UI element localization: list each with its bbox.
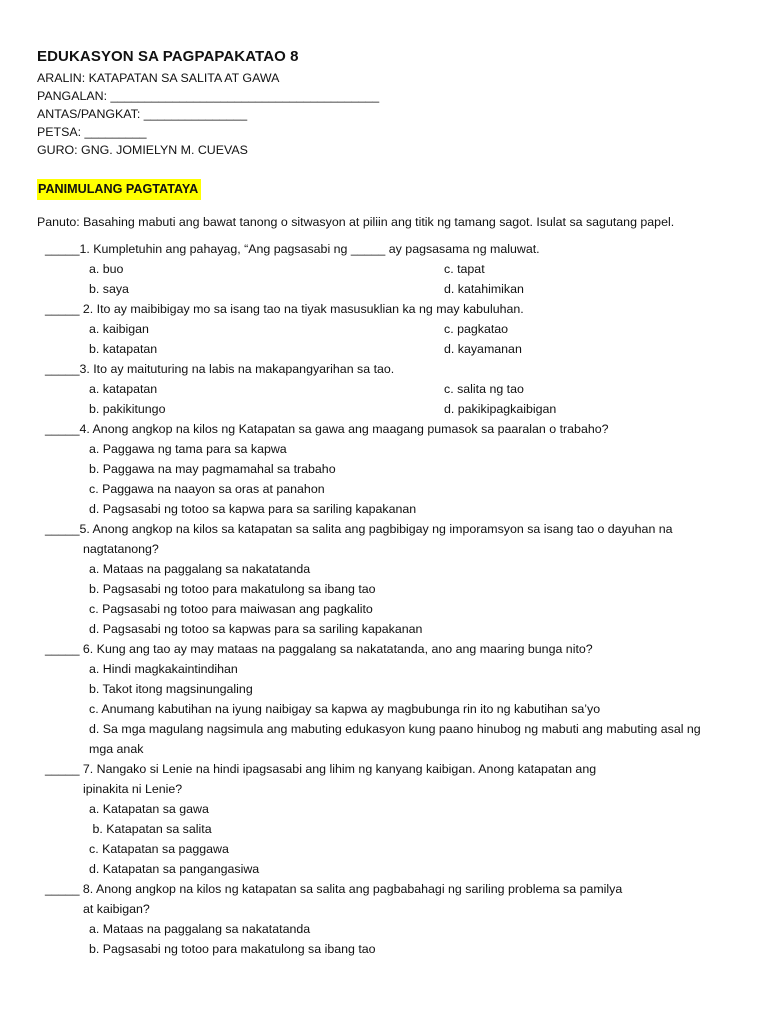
pangalan-line: PANGALAN: _______________________________________	[37, 89, 380, 103]
question-6	[37, 639, 727, 759]
option-list	[37, 439, 727, 519]
option-b: b. Pagsasabi ng totoo para makatulong sa ibang tao	[89, 582, 376, 596]
option-list	[37, 559, 727, 639]
question-8	[37, 879, 727, 959]
question-stem: _____4. Anong angkop na kilos ng Katapatan sa gawa ang maagang pumasok sa paaralan o trabaho?	[45, 422, 609, 436]
option-d: d. Katapatan sa pangangasiwa	[89, 862, 260, 876]
antas-line: ANTAS/PANGKAT: _______________	[37, 107, 248, 121]
option-a: a. katapatan	[89, 382, 158, 396]
section-heading: PANIMULANG PAGTATAYA	[37, 179, 201, 200]
petsa-line: PETSA: _________	[37, 125, 147, 139]
option-grid	[37, 259, 727, 299]
option-c: c. salita ng tao	[444, 382, 524, 396]
option-d: d. katahimikan	[444, 282, 524, 296]
question-list	[37, 239, 727, 959]
option-a: a. Katapatan sa gawa	[89, 802, 209, 816]
option-a: a. buo	[89, 262, 124, 276]
option-c: c. pagkatao	[444, 322, 509, 336]
document-title: EDUKASYON SA PAGPAPAKATAO 8	[37, 48, 299, 65]
question-2	[37, 299, 727, 359]
option-d: d. Sa mga magulang nagsimula ang mabuting edukasyon kung paano hinubog ng mabuti ang mabuting asal ng mga anak	[89, 722, 701, 756]
question-1	[37, 239, 727, 299]
question-stem: _____ 6. Kung ang tao ay may mataas na paggalang sa nakatatanda, ano ang maaring bunga nito?	[45, 642, 593, 656]
question-stem: _____ 8. Anong angkop na kilos ng katapatan sa salita ang pagbabahagi ng sariling problema sa pamilya	[45, 882, 623, 896]
option-c: c. tapat	[444, 262, 485, 276]
section-heading-wrap	[37, 179, 727, 201]
question-3	[37, 359, 727, 419]
question-7	[37, 759, 727, 879]
worksheet-page	[37, 48, 727, 959]
instructions: Panuto: Basahing mabuti ang bawat tanong o sitwasyon at piliin ang titik ng tamang sagot. Isulat sa sagutang papel.	[37, 215, 675, 229]
question-stem-continued: at kaibigan?	[83, 902, 150, 916]
option-d: d. pakikipagkaibigan	[444, 402, 557, 416]
question-stem-continued: nagtatanong?	[83, 542, 159, 556]
option-grid	[37, 379, 727, 419]
option-a: a. Hindi magkakaintindihan	[89, 662, 238, 676]
option-a: a. Mataas na paggalang sa nakatatanda	[89, 562, 311, 576]
option-d: d. Pagsasabi ng totoo sa kapwa para sa sariling kapakanan	[89, 502, 417, 516]
question-stem: _____ 7. Nangako si Lenie na hindi ipagsasabi ang lihim ng kanyang kaibigan. Anong katapatan ang	[45, 762, 597, 776]
option-b: b. pakikitungo	[89, 402, 166, 416]
question-stem: _____3. Ito ay maituturing na labis na makapangyarihan sa tao.	[45, 362, 395, 376]
question-stem-continued: ipinakita ni Lenie?	[83, 782, 183, 796]
option-c: c. Paggawa na naayon sa oras at panahon	[89, 482, 325, 496]
aralin-line: ARALIN: KATAPATAN SA SALITA AT GAWA	[37, 71, 280, 85]
option-b: b. saya	[89, 282, 129, 296]
question-stem: _____1. Kumpletuhin ang pahayag, “Ang pagsasabi ng _____ ay pagsasama ng maluwat.	[45, 242, 540, 256]
option-d: d. Pagsasabi ng totoo sa kapwas para sa sariling kapakanan	[89, 622, 423, 636]
option-list	[37, 659, 727, 759]
option-list	[37, 799, 727, 879]
option-b: b. Paggawa na may pagmamahal sa trabaho	[89, 462, 336, 476]
question-stem: _____ 2. Ito ay maibibigay mo sa isang tao na tiyak masusuklian ka ng may kabuluhan.	[45, 302, 524, 316]
option-a: a. Mataas na paggalang sa nakatatanda	[89, 922, 311, 936]
option-a: a. kaibigan	[89, 322, 149, 336]
option-c: c. Katapatan sa paggawa	[89, 842, 229, 856]
option-a: a. Paggawa ng tama para sa kapwa	[89, 442, 287, 456]
option-b: b. Katapatan sa salita	[89, 822, 212, 836]
option-b: b. Takot itong magsinungaling	[89, 682, 253, 696]
question-4	[37, 419, 727, 519]
option-c: c. Anumang kabutihan na iyung naibigay sa kapwa ay magbubunga rin ito ng kabutihan sa’yo	[89, 702, 601, 716]
option-d: d. kayamanan	[444, 342, 522, 356]
option-c: c. Pagsasabi ng totoo para maiwasan ang pagkalito	[89, 602, 373, 616]
option-grid	[37, 319, 727, 359]
question-stem: _____5. Anong angkop na kilos sa katapatan sa salita ang pagbibigay ng imporamsyon sa isang tao o dayuhan na	[45, 522, 673, 536]
option-b: b. Pagsasabi ng totoo para makatulong sa ibang tao	[89, 942, 376, 956]
guro-line: GURO: GNG. JOMIELYN M. CUEVAS	[37, 143, 248, 157]
option-b: b. katapatan	[89, 342, 158, 356]
question-5	[37, 519, 727, 639]
option-list	[37, 919, 727, 959]
